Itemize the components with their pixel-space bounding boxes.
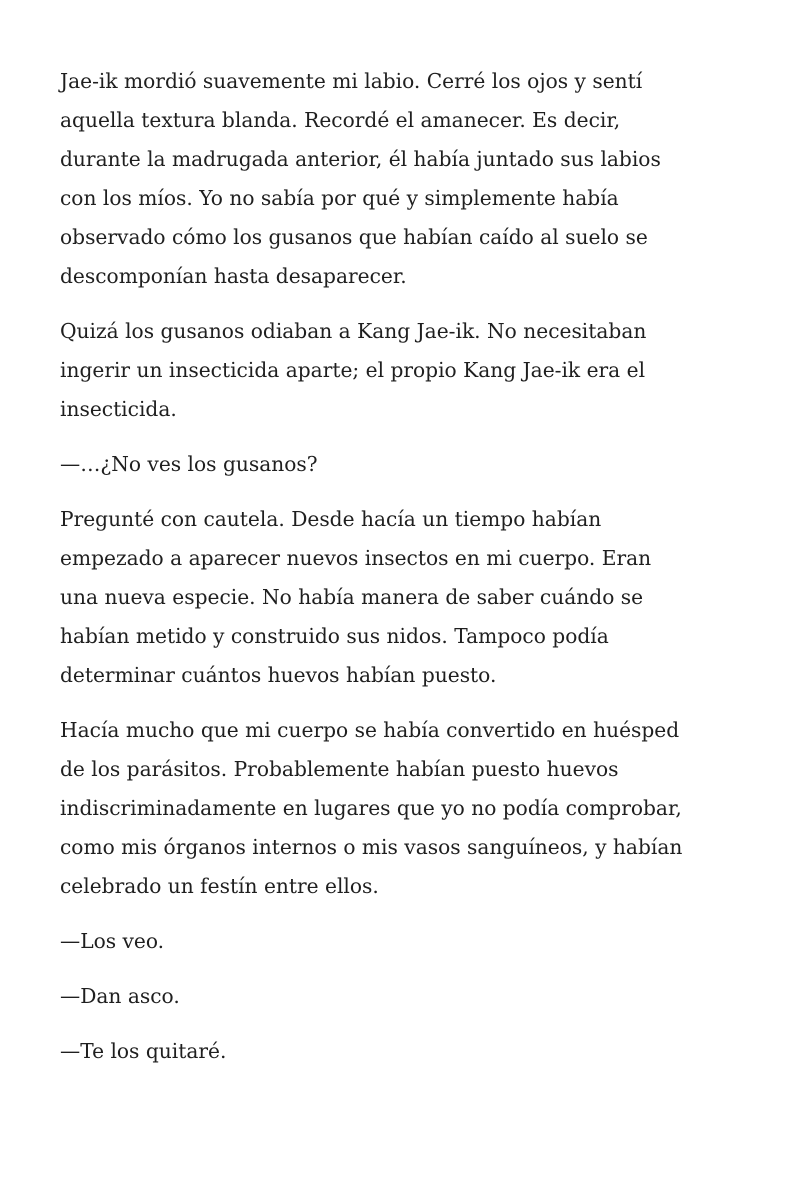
text-line: Jae-ik mordió suavemente mi labio. Cerré los ojos y sentí [60, 69, 643, 93]
text-line: Pregunté con cautela. Desde hacía un tiempo habían [60, 507, 602, 531]
text-line: celebrado un festín entre ellos. [60, 874, 379, 898]
text-line: Hacía mucho que mi cuerpo se había convertido en huésped [60, 718, 680, 742]
text-line: descomponían hasta desaparecer. [60, 264, 407, 288]
dialogue-line [60, 922, 750, 961]
paragraph [60, 312, 750, 429]
paragraph [60, 62, 750, 296]
paragraph [60, 711, 750, 906]
dialogue-line [60, 1032, 750, 1071]
text-line: una nueva especie. No había manera de saber cuándo se [60, 585, 644, 609]
text-line: —…¿No ves los gusanos? [60, 452, 318, 476]
paragraph [60, 500, 750, 695]
text-line: ingerir un insecticida aparte; el propio Kang Jae-ik era el [60, 358, 646, 382]
text-line: —Dan asco. [60, 984, 180, 1008]
text-line: indiscriminadamente en lugares que yo no podía comprobar, [60, 796, 682, 820]
text-line: observado cómo los gusanos que habían caído al suelo se [60, 225, 648, 249]
dialogue-line [60, 977, 750, 1016]
text-line: como mis órganos internos o mis vasos sanguíneos, y habían [60, 835, 683, 859]
text-line: de los parásitos. Probablemente habían puesto huevos [60, 757, 619, 781]
text-line: —Te los quitaré. [60, 1039, 227, 1063]
dialogue-line [60, 445, 750, 484]
text-line: determinar cuántos huevos habían puesto. [60, 663, 497, 687]
text-line: habían metido y construido sus nidos. Tampoco podía [60, 624, 609, 648]
text-line: durante la madrugada anterior, él había juntado sus labios [60, 147, 661, 171]
text-line: empezado a aparecer nuevos insectos en mi cuerpo. Eran [60, 546, 652, 570]
text-line: con los míos. Yo no sabía por qué y simplemente había [60, 186, 619, 210]
text-line: —Los veo. [60, 929, 165, 953]
text-line: aquella textura blanda. Recordé el amanecer. Es decir, [60, 108, 621, 132]
text-line: Quizá los gusanos odiaban a Kang Jae-ik. No necesitaban [60, 319, 647, 343]
document-page [60, 62, 750, 1087]
text-line: insecticida. [60, 397, 177, 421]
